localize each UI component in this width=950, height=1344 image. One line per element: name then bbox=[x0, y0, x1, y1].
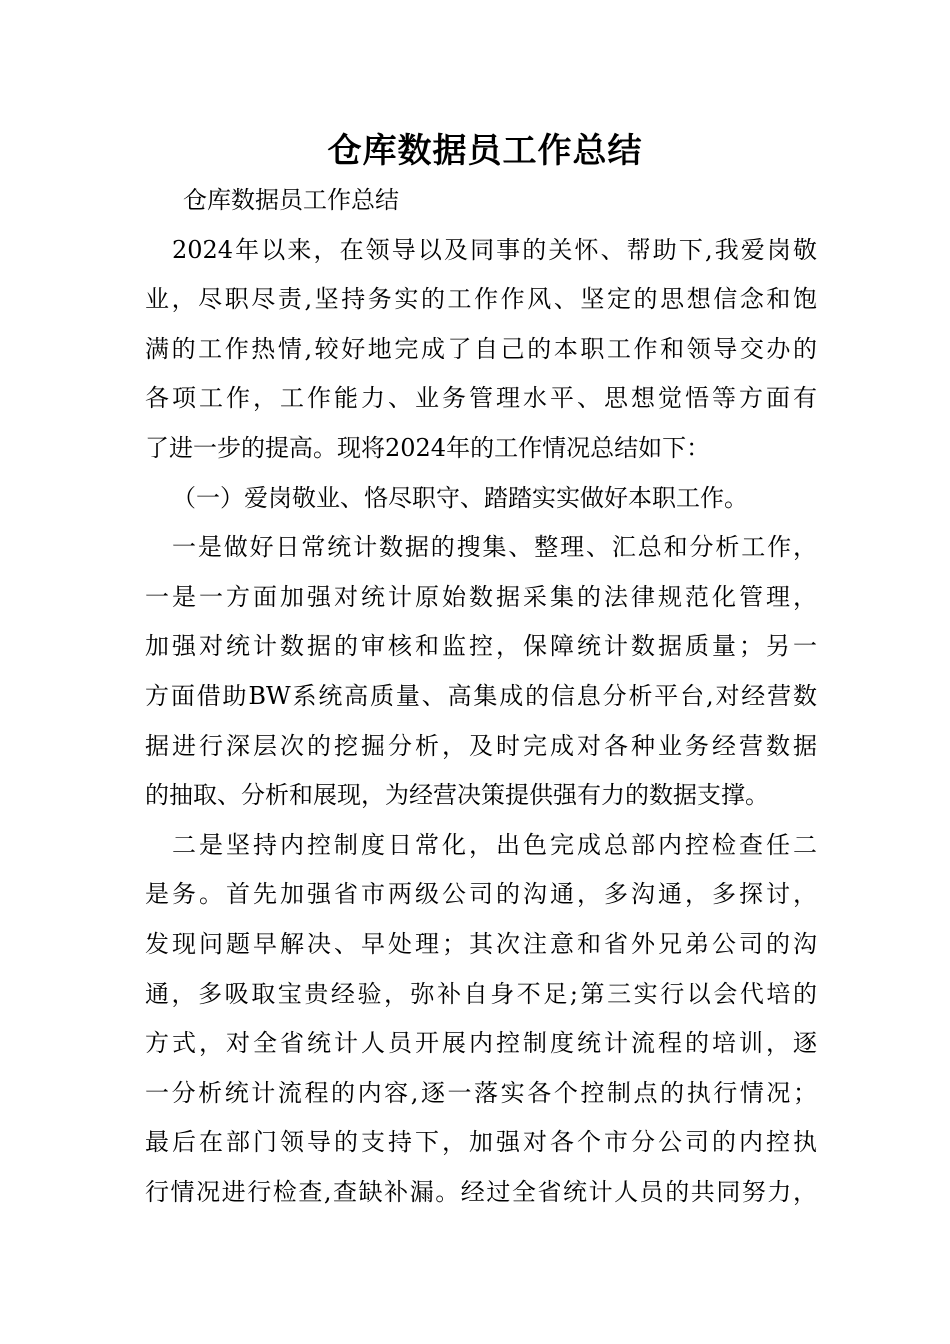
paragraph-line: 一分析统计流程的内容,逐一落实各个控制点的执行情况； bbox=[145, 1078, 817, 1107]
paragraph-line: 二是坚持内控制度日常化，出色完成总部内控检查任二 bbox=[172, 830, 817, 859]
paragraph-line: 各项工作，工作能力、业务管理水平、思想觉悟等方面有 bbox=[145, 384, 817, 413]
paragraph-line: 最后在部门领导的支持下，加强对各个市分公司的内控执 bbox=[145, 1128, 817, 1157]
document-title: 仓库数据员工作总结 bbox=[327, 131, 643, 171]
paragraph-line: 方式，对全省统计人员开展内控制度统计流程的培训，逐 bbox=[145, 1029, 817, 1058]
paragraph-line: 行情况进行检查,查缺补漏。经过全省统计人员的共同努力， bbox=[145, 1177, 817, 1206]
paragraph-line: 据进行深层次的挖掘分析，及时完成对各种业务经营数据 bbox=[145, 731, 817, 760]
paragraph-line: 满的工作热情,较好地完成了自己的本职工作和领导交办的 bbox=[145, 334, 817, 363]
paragraph-line: 一是一方面加强对统计原始数据采集的法律规范化管理， bbox=[145, 582, 817, 611]
paragraph-line: 的抽取、分析和展现，为经营决策提供强有力的数据支撑。 bbox=[145, 781, 769, 810]
paragraph-line: 通，多吸取宝贵经验，弥补自身不足;第三实行以会代培的 bbox=[145, 979, 817, 1008]
paragraph-line: 业，尽职尽责,坚持务实的工作作风、坚定的思想信念和饱 bbox=[145, 285, 817, 314]
paragraph-line: 了进一步的提高。现将2024年的工作情况总结如下： bbox=[145, 433, 711, 462]
document-subtitle: 仓库数据员工作总结 bbox=[183, 186, 399, 214]
paragraph-line: 是务。首先加强省市两级公司的沟通，多沟通，多探讨， bbox=[145, 880, 817, 909]
paragraph-line: 一是做好日常统计数据的搜集、整理、汇总和分析工作， bbox=[172, 533, 817, 562]
paragraph-line: 发现问题早解决、早处理；其次注意和省外兄弟公司的沟 bbox=[145, 929, 817, 958]
paragraph-line: 方面借助BW系统高质量、高集成的信息分析平台,对经营数 bbox=[145, 681, 817, 710]
paragraph-line: 2024年以来，在领导以及同事的关怀、帮助下,我爱岗敬 bbox=[172, 235, 817, 264]
section-heading: （一）爱岗敬业、恪尽职守、踏踏实实做好本职工作。 bbox=[172, 483, 748, 512]
paragraph-line: 加强对统计数据的审核和监控，保障统计数据质量；另一 bbox=[145, 632, 817, 661]
document-body bbox=[145, 176, 817, 1217]
